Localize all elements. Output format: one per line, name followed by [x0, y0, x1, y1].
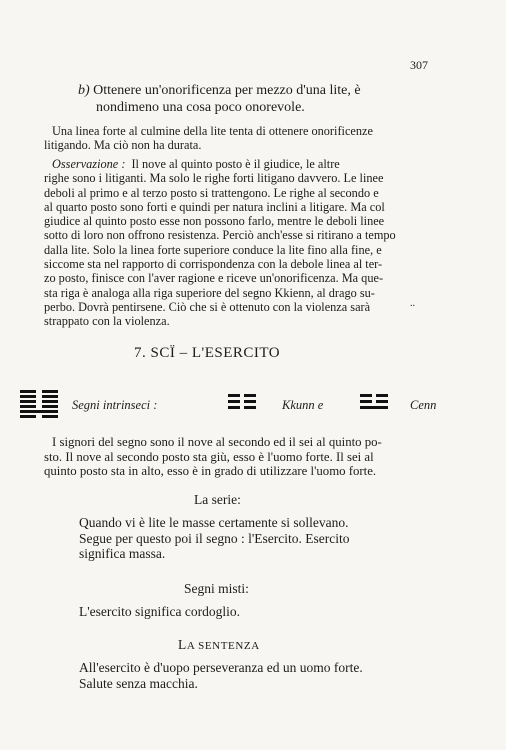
observation-line: perbo. Dovrà pentirsene. Ciò che si è ottenuto con la violenza sarà: [44, 299, 371, 314]
signs-row: [20, 390, 437, 420]
sentenza-line: All'esercito è d'uopo perseveranza ed un uomo forte.: [79, 660, 363, 675]
observation-line: sta riga è analoga alla riga superiore del segno Kkienn, al drago su-: [44, 285, 375, 300]
serie-line: Quando vi è lite le masse certamente si sollevano.: [79, 515, 349, 530]
paragraph-2: [44, 435, 430, 479]
observation-line: sotto di loro non offrono resistenza. Perciò anch'esse si ritirano a tempo: [44, 228, 396, 243]
page-number: 307: [410, 58, 428, 72]
hexagram-icon: [20, 390, 58, 420]
misti-block: [79, 604, 425, 620]
observation-line: siccome sta nel rapporto di corrispondenza con la debole linea al ter-: [44, 257, 383, 272]
sign-cenn-label: Cenn: [410, 398, 437, 412]
trailing-dots: ..: [410, 298, 415, 309]
observation-paragraph: [44, 157, 430, 329]
observation-line: dalla lite. Solo la linea forte superiore conduce la lite fino alla fine, e: [44, 242, 382, 257]
paragraph-2-line: quinto posto sta in alto, esso è in grado di utilizzare l'uomo forte.: [44, 464, 377, 478]
serie-line: Segue per questo poi il segno : l'Esercito. Esercito: [79, 530, 350, 546]
observation-line: righe sono i litiganti. Ma solo le righe forti litigano davvero. Le linee: [44, 171, 384, 186]
heading-sentenza-initial: L: [178, 637, 187, 652]
serie-line: significa massa.: [79, 546, 166, 561]
serie-block: [79, 515, 425, 562]
item-b-marker: b): [78, 83, 90, 98]
sentenza-block: [79, 660, 425, 691]
paragraph-2-line: I signori del segno sono il nove al secondo ed il sei al quinto po-: [52, 435, 382, 449]
trigram-cenn-icon: [360, 394, 388, 410]
heading-segni-misti: Segni misti:: [184, 581, 249, 596]
section-title: 7. SCÏ – L'ESERCITO: [134, 345, 281, 361]
item-b-line1: [78, 82, 430, 99]
observation-label: Osservazione :: [52, 157, 126, 171]
signs-label: Segni intrinseci :: [72, 398, 158, 412]
observation-first-line: [44, 157, 430, 171]
paragraph-1: [44, 124, 430, 152]
item-b-line2: nondimeno una cosa poco onorevole.: [96, 100, 305, 115]
observation-line: giudice al quinto posto esse non possono farlo, mentre le deboli linee: [44, 214, 385, 229]
trigram-kkunn-icon: [228, 394, 256, 410]
observation-line: deboli al primo e al terzo posto si trattengono. Le righe al secondo e: [44, 185, 379, 200]
heading-serie: La serie:: [194, 492, 241, 507]
observation-line: al quarto posto sono forti e quindi per natura inclini a litigare. Ma col: [44, 199, 385, 214]
sentenza-line: Salute senza macchia.: [79, 675, 198, 691]
paragraph-1-line: Una linea forte al culmine della lite tenta di ottenere onorificenze: [52, 124, 373, 138]
misti-line: L'esercito significa cordoglio.: [79, 604, 241, 619]
observation-text: Il nove al quinto posto è il giudice, le altre: [131, 157, 340, 171]
heading-sentenza: [178, 637, 260, 653]
sign-kkunn-label: Kkunn e: [282, 398, 324, 412]
paragraph-1-line: litigando. Ma ciò non ha durata.: [44, 138, 202, 152]
observation-line: zo posto, finisce con l'aver ragione e riceve un'onorificenza. Ma que-: [44, 271, 384, 286]
observation-line: strappato con la violenza.: [44, 314, 170, 329]
paragraph-2-line: sto. Il nove al secondo posto sta giù, esso è l'uomo forte. Il sei al: [44, 449, 374, 464]
heading-sentenza-rest: A SENTENZA: [186, 640, 260, 652]
item-b-text: Ottenere un'onorificenza per mezzo d'una lite, è: [93, 83, 361, 98]
item-b: [78, 82, 430, 116]
